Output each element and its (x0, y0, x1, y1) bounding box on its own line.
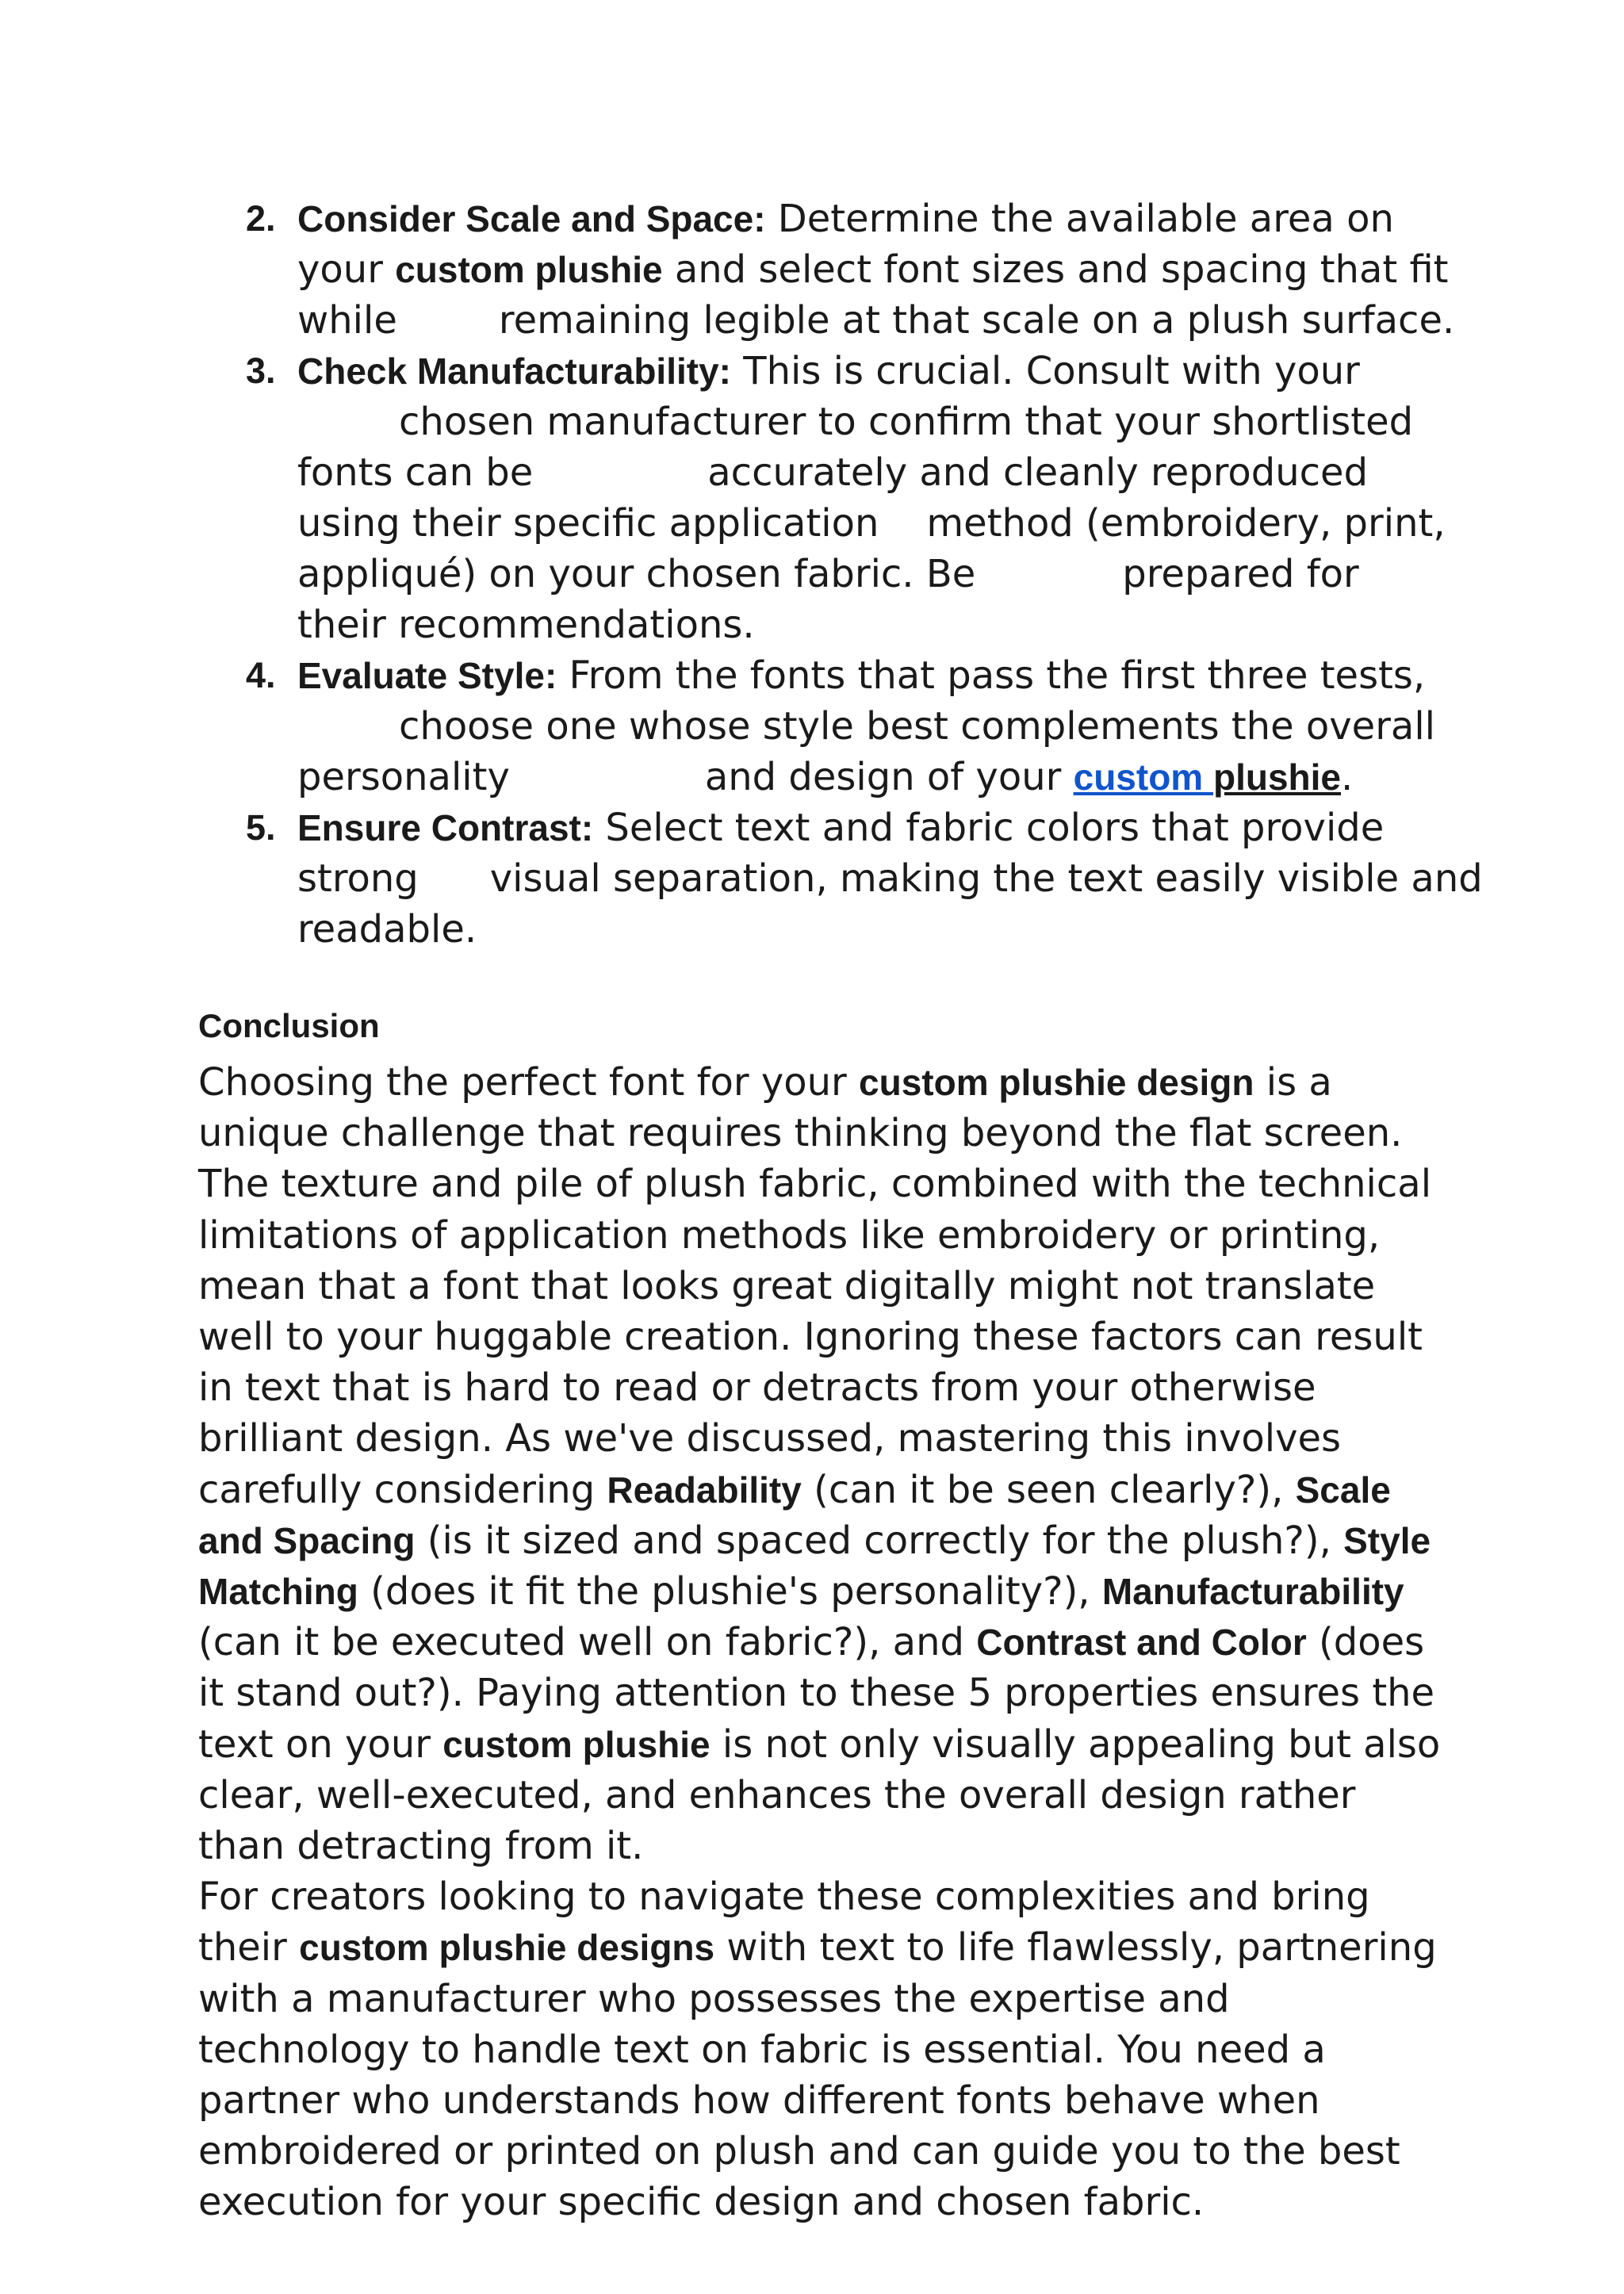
list-item-heading: Consider Scale and Space: (297, 198, 766, 239)
list-item-heading: Ensure Contrast: (297, 807, 594, 848)
list-number: 2. (246, 198, 276, 239)
list-item: 4. Evaluate Style: From the fonts that pass the first three tests, choose one whose style best complements the overall personality and design of your custom plushie. (198, 650, 1431, 802)
custom-plushie-link[interactable]: custom (1073, 756, 1213, 798)
list-number: 3. (246, 350, 276, 391)
conclusion-paragraph: Choosing the perfect font for your custom plushie design is a unique challenge that requires thinking beyond the flat screen. The texture and pile of plush fabric, combined with the technical limitations of application methods like embroidery or printing, mean that a font that looks great digitally might not translate well to your huggable creation. Ignoring these factors can result in text that is hard to read or detracts from your otherwise brilliant design. As we've discussed, mastering this involves carefully considering Readability (can it be seen clearly?), Scale and Spacing (is it sized and spaced correctly for the plush?), Style Matching (does it fit the plushie's personality?), Manufacturability (can it be executed well on fabric?), and Contrast and Color (does it stand out?). Paying attention to these 5 properties ensures the text on your custom plushie is not only visually appealing but also clear, well-executed, and enhances the overall design rather than detracting from it. For creators looking to navigate these complexities and bring their custom plushie designs with text to life flawlessly, partnering with a manufacturer who possesses the expertise and technology to handle text on fabric is essential. You need a partner who understands how different fonts behave when embroidered or printed on plush and can guide you to the best execution for your specific design and chosen fabric. (198, 1060, 1441, 2225)
list-number: 4. (246, 655, 276, 695)
conclusion-heading: Conclusion (198, 1007, 380, 1044)
list-item-heading: Evaluate Style: (297, 655, 557, 696)
list-item: 3. Check Manufacturability: This is crucial. Consult with your chosen manufacturer to confirm that your shortlisted fonts can be accurately and cleanly reproduced using their specific application method (embroidery, print, appliqué) on your chosen fabric. Be prepared for their recommendations. (198, 346, 1431, 650)
list-item: 5. Ensure Contrast: Select text and fabric colors that provide strong visual separation, making the text easily visible and readable. (198, 802, 1431, 955)
list-number: 5. (246, 807, 276, 848)
list-item-heading: Check Manufacturability: (297, 350, 731, 392)
numbered-list (198, 193, 1483, 955)
list-item: 2. Consider Scale and Space: Determine the available area on your custom plushie and select font sizes and spacing that fit while remaining legible at that scale on a plush surface. (198, 193, 1431, 346)
